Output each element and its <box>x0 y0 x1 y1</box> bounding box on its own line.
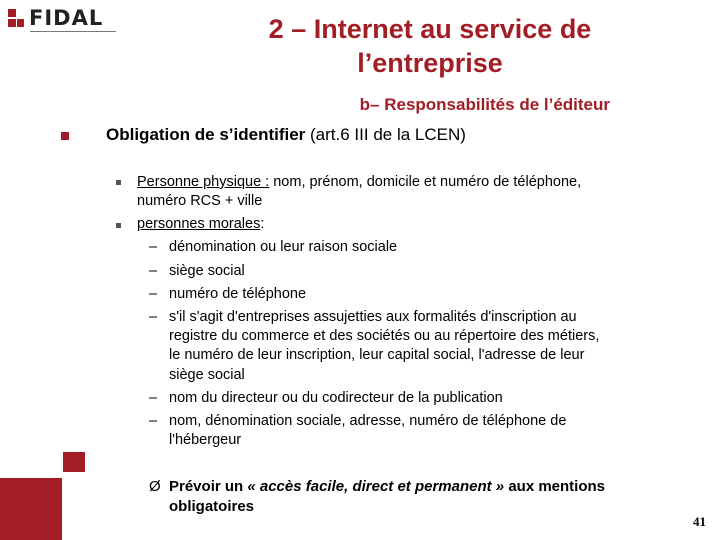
dash-marker: – <box>149 413 158 429</box>
sub-item-6-line1: nom, dénomination sociale, adresse, numéro de téléphone de <box>169 413 567 429</box>
item-physique-label: Personne physique : <box>137 174 270 190</box>
logo-square <box>8 9 16 17</box>
sub-item-1: dénomination ou leur raison sociale <box>169 239 398 255</box>
note-emphasis: « accès facile, direct et permanent » <box>247 478 505 495</box>
sub-item-6-line2: l'hébergeur <box>169 432 242 448</box>
note-line2: obligatoires <box>169 498 255 515</box>
main-bullet-text <box>106 124 466 146</box>
sub-item-2: siège social <box>169 263 245 279</box>
bullet-square-icon <box>61 132 69 140</box>
item-morales-line <box>137 215 264 235</box>
note-prefix: Prévoir un <box>169 478 248 495</box>
decorative-block <box>63 452 85 472</box>
item-physique-line1 <box>137 173 581 193</box>
slide-title: 2 – Internet au service de l’entreprise <box>268 14 592 78</box>
dash-marker: – <box>149 286 158 302</box>
bullet-small-square-icon <box>116 180 121 185</box>
slide-subtitle: b– Responsabilités de l’éditeur <box>359 95 610 114</box>
note-suffix: aux mentions <box>504 478 606 495</box>
item-morales-label: personnes morales <box>137 216 261 232</box>
decorative-block <box>0 478 62 540</box>
sub-item-4-line1: s'il s'agit d'entreprises assujetties aux formalités d'inscription au <box>169 309 577 325</box>
sub-item-5: nom du directeur ou du codirecteur de la publication <box>169 390 503 406</box>
dash-marker: – <box>149 309 158 325</box>
logo-square <box>17 19 24 27</box>
dash-marker: – <box>149 390 158 406</box>
sub-item-4-line2: registre du commerce et des sociétés ou au répertoire des métiers, <box>169 328 600 344</box>
note-text <box>169 477 649 517</box>
logo-square <box>8 19 16 27</box>
dash-marker: – <box>149 263 158 279</box>
main-bullet-rest: (art.6 III de la LCEN) <box>305 125 466 144</box>
dash-marker: – <box>149 239 158 255</box>
page-number: 41 <box>693 514 706 529</box>
sub-item-3: numéro de téléphone <box>169 286 307 302</box>
logo: FIDAL <box>29 6 104 30</box>
sub-item-4-line3: le numéro de leur inscription, leur capital social, l'adresse de leur <box>169 347 585 363</box>
logo-underline <box>30 31 116 32</box>
item-morales-suffix: : <box>260 216 265 232</box>
sub-item-4-line4: siège social <box>169 367 245 383</box>
item-physique-text: nom, prénom, domicile et numéro de téléphone, <box>269 174 582 190</box>
item-physique-line2: numéro RCS + ville <box>137 193 263 209</box>
arrow-bullet-icon: Ø <box>149 478 161 495</box>
bullet-small-square-icon <box>116 223 121 228</box>
main-bullet-bold: Obligation de s’identifier <box>106 125 306 144</box>
